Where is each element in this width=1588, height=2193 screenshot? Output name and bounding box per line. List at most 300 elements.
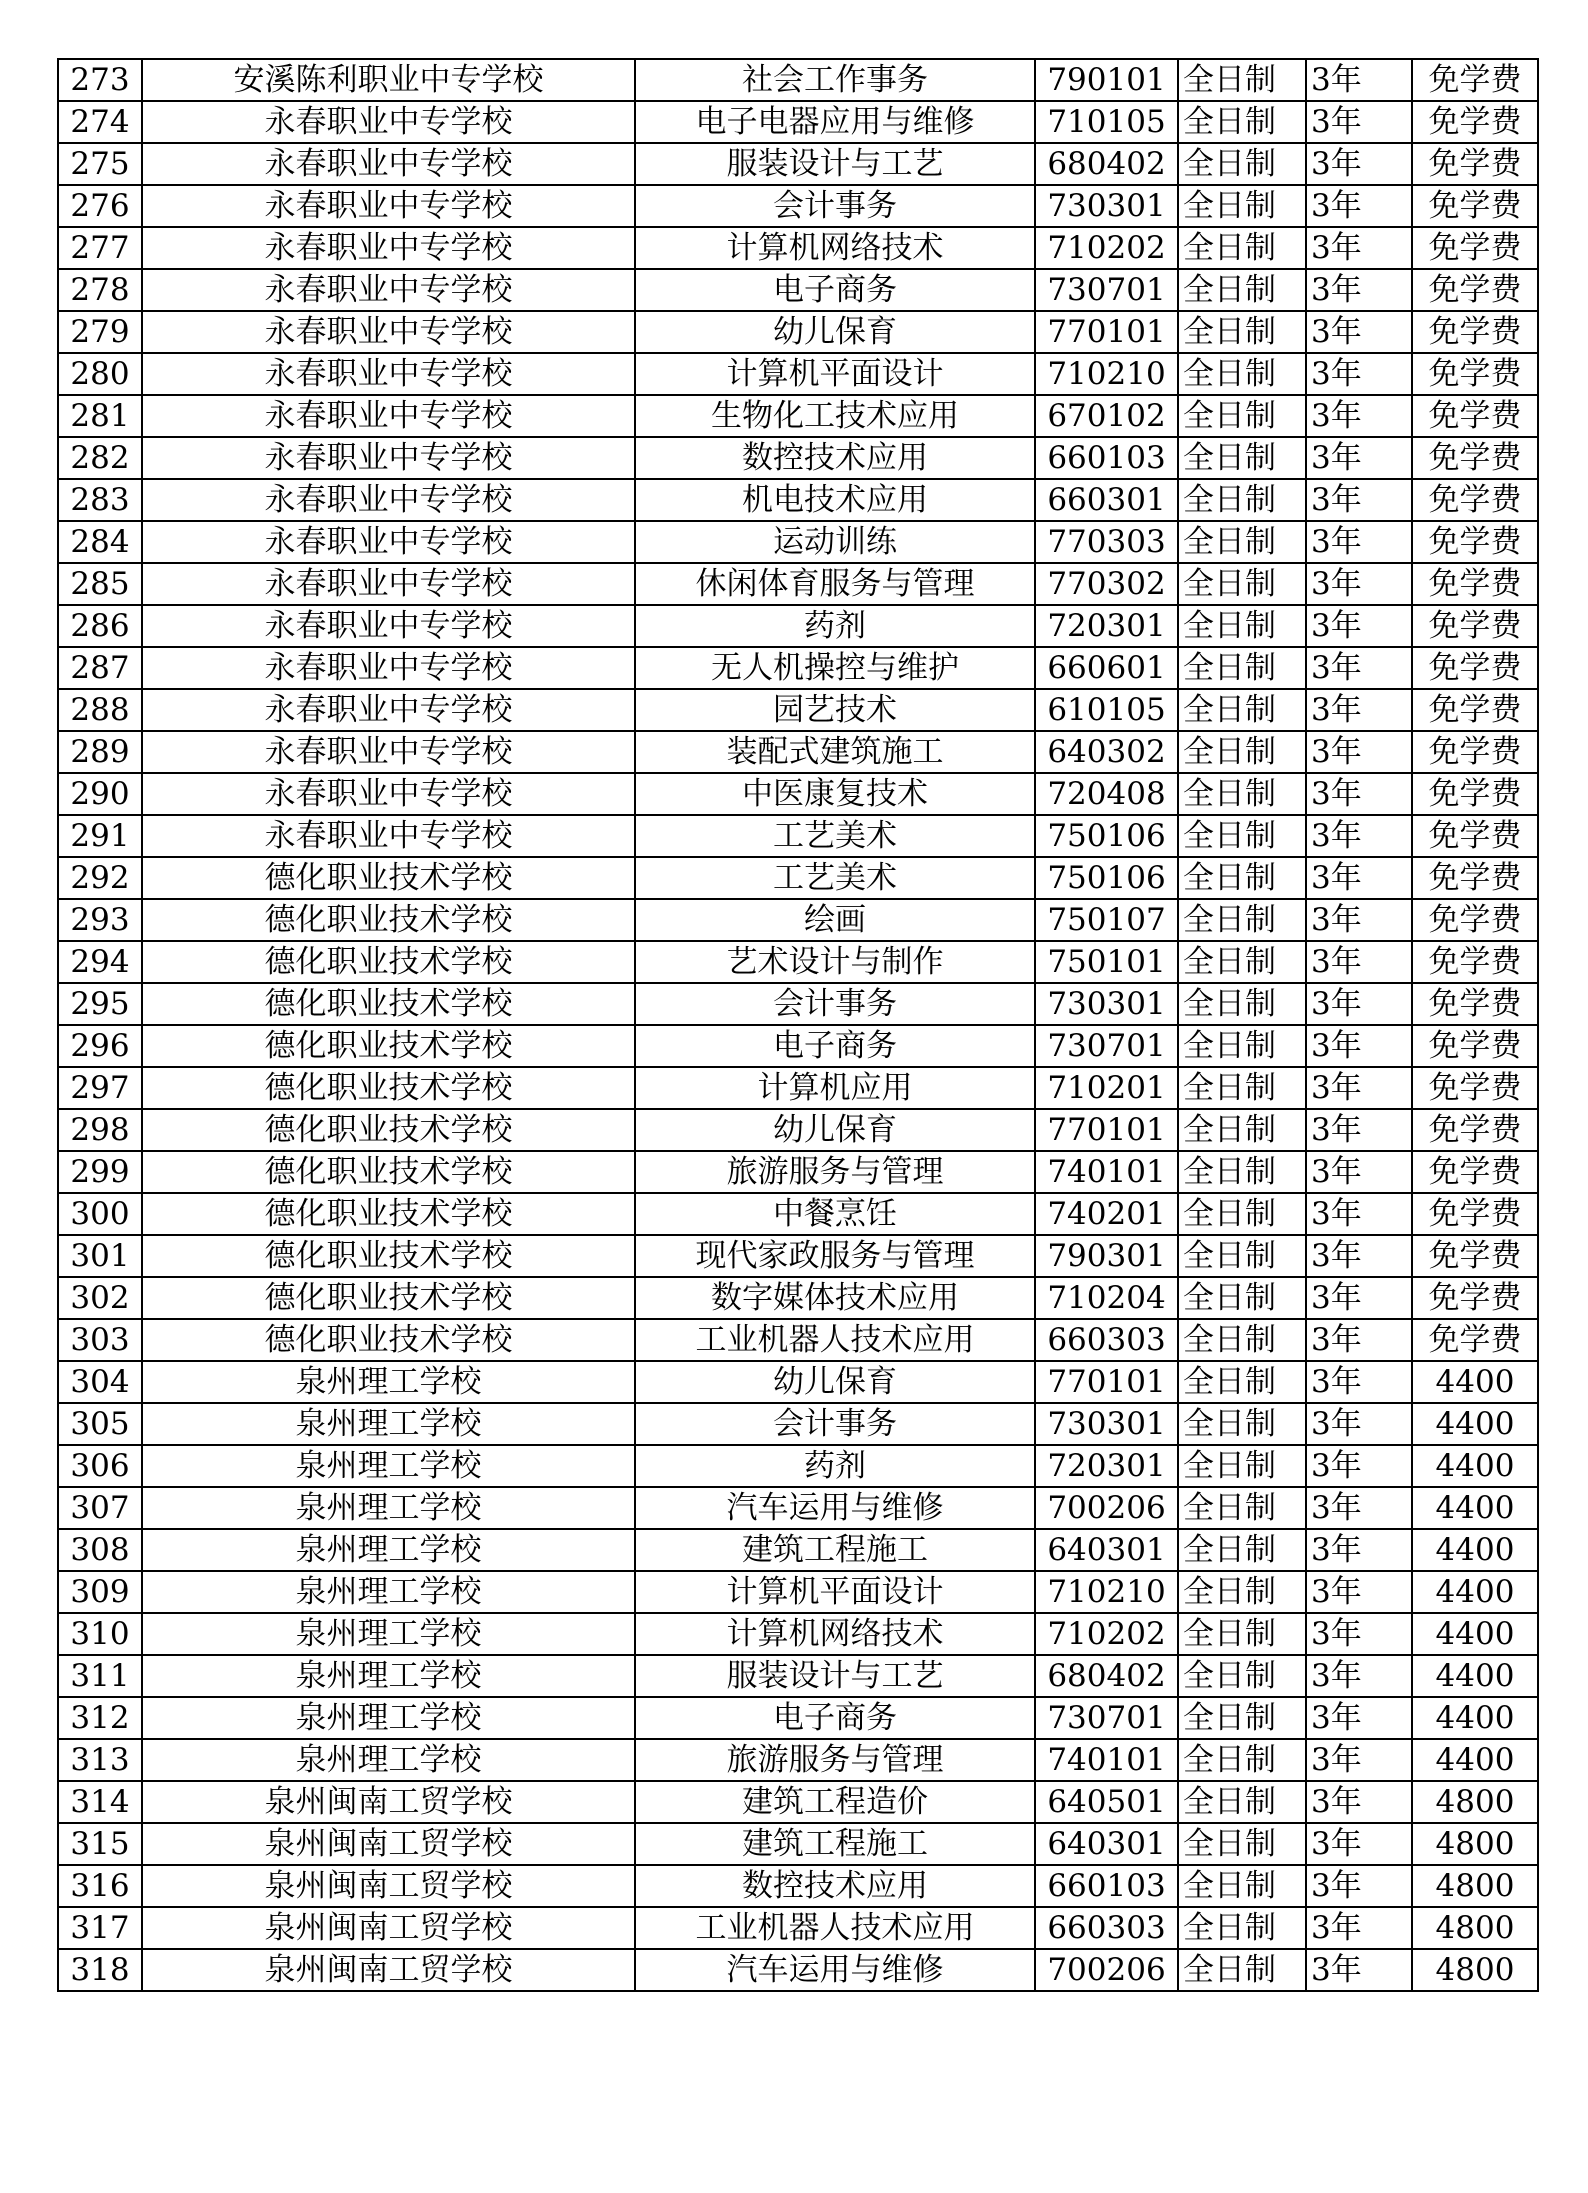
table-row <box>58 1109 1538 1151</box>
school-name: 德化职业技术学校 <box>142 1109 635 1151</box>
row-number: 308 <box>58 1529 142 1571</box>
study-mode: 全日制 <box>1178 1403 1306 1445</box>
study-years: 3年 <box>1306 1151 1412 1193</box>
study-years: 3年 <box>1306 1907 1412 1949</box>
school-name: 永春职业中专学校 <box>142 563 635 605</box>
study-years: 3年 <box>1306 983 1412 1025</box>
school-name: 泉州闽南工贸学校 <box>142 1907 635 1949</box>
study-years: 3年 <box>1306 1445 1412 1487</box>
row-number: 309 <box>58 1571 142 1613</box>
study-years: 3年 <box>1306 815 1412 857</box>
major-code: 730301 <box>1035 185 1178 227</box>
major-name: 会计事务 <box>635 185 1035 227</box>
school-name: 德化职业技术学校 <box>142 983 635 1025</box>
table-row <box>58 1067 1538 1109</box>
row-number: 296 <box>58 1025 142 1067</box>
study-years: 3年 <box>1306 227 1412 269</box>
table-row <box>58 1487 1538 1529</box>
school-name: 德化职业技术学校 <box>142 1235 635 1277</box>
table-row <box>58 773 1538 815</box>
study-years: 3年 <box>1306 1571 1412 1613</box>
row-number: 281 <box>58 395 142 437</box>
row-number: 318 <box>58 1949 142 1991</box>
study-years: 3年 <box>1306 773 1412 815</box>
row-number: 314 <box>58 1781 142 1823</box>
major-name: 中医康复技术 <box>635 773 1035 815</box>
major-code: 660303 <box>1035 1907 1178 1949</box>
school-name: 泉州理工学校 <box>142 1613 635 1655</box>
table-row <box>58 479 1538 521</box>
study-mode: 全日制 <box>1178 1865 1306 1907</box>
school-name: 德化职业技术学校 <box>142 1067 635 1109</box>
major-name: 数控技术应用 <box>635 1865 1035 1907</box>
study-years: 3年 <box>1306 1823 1412 1865</box>
study-mode: 全日制 <box>1178 1319 1306 1361</box>
tuition-fee: 免学费 <box>1412 1151 1538 1193</box>
study-years: 3年 <box>1306 59 1412 101</box>
major-code: 680402 <box>1035 143 1178 185</box>
school-name: 永春职业中专学校 <box>142 479 635 521</box>
study-mode: 全日制 <box>1178 1655 1306 1697</box>
major-code: 700206 <box>1035 1487 1178 1529</box>
study-mode: 全日制 <box>1178 437 1306 479</box>
table-row <box>58 1445 1538 1487</box>
major-code: 730701 <box>1035 1025 1178 1067</box>
study-mode: 全日制 <box>1178 185 1306 227</box>
school-name: 泉州理工学校 <box>142 1697 635 1739</box>
row-number: 274 <box>58 101 142 143</box>
row-number: 299 <box>58 1151 142 1193</box>
major-name: 药剂 <box>635 605 1035 647</box>
school-name: 德化职业技术学校 <box>142 1193 635 1235</box>
study-years: 3年 <box>1306 1403 1412 1445</box>
school-name: 泉州理工学校 <box>142 1445 635 1487</box>
study-years: 3年 <box>1306 857 1412 899</box>
study-years: 3年 <box>1306 437 1412 479</box>
major-name: 工业机器人技术应用 <box>635 1319 1035 1361</box>
row-number: 284 <box>58 521 142 563</box>
major-name: 幼儿保育 <box>635 1361 1035 1403</box>
major-code: 720301 <box>1035 1445 1178 1487</box>
major-code: 770303 <box>1035 521 1178 563</box>
table-row <box>58 1613 1538 1655</box>
row-number: 273 <box>58 59 142 101</box>
study-mode: 全日制 <box>1178 227 1306 269</box>
tuition-fee: 4400 <box>1412 1403 1538 1445</box>
school-name: 永春职业中专学校 <box>142 101 635 143</box>
table-row <box>58 815 1538 857</box>
tuition-fee: 免学费 <box>1412 479 1538 521</box>
tuition-fee: 免学费 <box>1412 1319 1538 1361</box>
study-mode: 全日制 <box>1178 521 1306 563</box>
table-row <box>58 227 1538 269</box>
study-mode: 全日制 <box>1178 1361 1306 1403</box>
row-number: 278 <box>58 269 142 311</box>
study-mode: 全日制 <box>1178 1907 1306 1949</box>
tuition-fee: 4400 <box>1412 1445 1538 1487</box>
table-row <box>58 899 1538 941</box>
major-code: 610105 <box>1035 689 1178 731</box>
study-mode: 全日制 <box>1178 101 1306 143</box>
tuition-fee: 免学费 <box>1412 563 1538 605</box>
table-row <box>58 311 1538 353</box>
tuition-fee: 免学费 <box>1412 605 1538 647</box>
major-code: 660601 <box>1035 647 1178 689</box>
major-code: 710105 <box>1035 101 1178 143</box>
tuition-fee: 4400 <box>1412 1739 1538 1781</box>
major-code: 660103 <box>1035 1865 1178 1907</box>
major-name: 服装设计与工艺 <box>635 143 1035 185</box>
row-number: 298 <box>58 1109 142 1151</box>
table-row <box>58 1823 1538 1865</box>
tuition-fee: 免学费 <box>1412 311 1538 353</box>
study-mode: 全日制 <box>1178 773 1306 815</box>
major-name: 旅游服务与管理 <box>635 1151 1035 1193</box>
school-name: 永春职业中专学校 <box>142 815 635 857</box>
major-name: 旅游服务与管理 <box>635 1739 1035 1781</box>
row-number: 311 <box>58 1655 142 1697</box>
row-number: 282 <box>58 437 142 479</box>
table-row <box>58 1571 1538 1613</box>
table-row <box>58 1361 1538 1403</box>
table-row <box>58 269 1538 311</box>
study-years: 3年 <box>1306 1781 1412 1823</box>
table-row <box>58 647 1538 689</box>
study-mode: 全日制 <box>1178 269 1306 311</box>
major-code: 750107 <box>1035 899 1178 941</box>
major-code: 710210 <box>1035 353 1178 395</box>
major-code: 740201 <box>1035 1193 1178 1235</box>
tuition-fee: 免学费 <box>1412 1277 1538 1319</box>
study-years: 3年 <box>1306 1319 1412 1361</box>
major-name: 装配式建筑施工 <box>635 731 1035 773</box>
row-number: 306 <box>58 1445 142 1487</box>
school-name: 泉州闽南工贸学校 <box>142 1865 635 1907</box>
major-code: 640301 <box>1035 1529 1178 1571</box>
study-mode: 全日制 <box>1178 311 1306 353</box>
table-row <box>58 1403 1538 1445</box>
major-name: 电子商务 <box>635 1025 1035 1067</box>
major-name: 服装设计与工艺 <box>635 1655 1035 1697</box>
study-mode: 全日制 <box>1178 1949 1306 1991</box>
major-name: 电子商务 <box>635 269 1035 311</box>
table-row <box>58 1697 1538 1739</box>
row-number: 283 <box>58 479 142 521</box>
study-mode: 全日制 <box>1178 1151 1306 1193</box>
study-mode: 全日制 <box>1178 689 1306 731</box>
major-name: 计算机平面设计 <box>635 1571 1035 1613</box>
table-row <box>58 395 1538 437</box>
row-number: 293 <box>58 899 142 941</box>
major-name: 计算机网络技术 <box>635 227 1035 269</box>
major-code: 770302 <box>1035 563 1178 605</box>
row-number: 303 <box>58 1319 142 1361</box>
study-years: 3年 <box>1306 647 1412 689</box>
school-name: 德化职业技术学校 <box>142 1319 635 1361</box>
tuition-fee: 免学费 <box>1412 815 1538 857</box>
major-code: 660301 <box>1035 479 1178 521</box>
study-years: 3年 <box>1306 521 1412 563</box>
study-mode: 全日制 <box>1178 479 1306 521</box>
study-mode: 全日制 <box>1178 143 1306 185</box>
row-number: 302 <box>58 1277 142 1319</box>
study-mode: 全日制 <box>1178 1193 1306 1235</box>
tuition-fee: 免学费 <box>1412 521 1538 563</box>
table-row <box>58 1277 1538 1319</box>
major-code: 660303 <box>1035 1319 1178 1361</box>
tuition-fee: 免学费 <box>1412 1235 1538 1277</box>
study-mode: 全日制 <box>1178 1067 1306 1109</box>
study-years: 3年 <box>1306 899 1412 941</box>
major-code: 770101 <box>1035 1361 1178 1403</box>
study-mode: 全日制 <box>1178 983 1306 1025</box>
tuition-fee: 免学费 <box>1412 437 1538 479</box>
school-name: 永春职业中专学校 <box>142 353 635 395</box>
school-name: 泉州理工学校 <box>142 1361 635 1403</box>
major-name: 运动训练 <box>635 521 1035 563</box>
row-number: 287 <box>58 647 142 689</box>
row-number: 285 <box>58 563 142 605</box>
school-name: 泉州闽南工贸学校 <box>142 1823 635 1865</box>
major-name: 建筑工程施工 <box>635 1823 1035 1865</box>
table-row <box>58 437 1538 479</box>
school-name: 泉州理工学校 <box>142 1655 635 1697</box>
major-code: 710202 <box>1035 1613 1178 1655</box>
study-years: 3年 <box>1306 1277 1412 1319</box>
study-mode: 全日制 <box>1178 563 1306 605</box>
tuition-fee: 免学费 <box>1412 1025 1538 1067</box>
study-years: 3年 <box>1306 1025 1412 1067</box>
study-years: 3年 <box>1306 689 1412 731</box>
study-mode: 全日制 <box>1178 1445 1306 1487</box>
study-mode: 全日制 <box>1178 1277 1306 1319</box>
major-code: 700206 <box>1035 1949 1178 1991</box>
study-years: 3年 <box>1306 731 1412 773</box>
tuition-fee: 免学费 <box>1412 941 1538 983</box>
row-number: 288 <box>58 689 142 731</box>
school-name: 永春职业中专学校 <box>142 647 635 689</box>
school-name: 永春职业中专学校 <box>142 311 635 353</box>
row-number: 316 <box>58 1865 142 1907</box>
study-mode: 全日制 <box>1178 1487 1306 1529</box>
table-row <box>58 731 1538 773</box>
major-name: 计算机平面设计 <box>635 353 1035 395</box>
school-name: 德化职业技术学校 <box>142 1025 635 1067</box>
study-mode: 全日制 <box>1178 395 1306 437</box>
tuition-fee: 4400 <box>1412 1613 1538 1655</box>
study-years: 3年 <box>1306 479 1412 521</box>
major-code: 670102 <box>1035 395 1178 437</box>
major-name: 中餐烹饪 <box>635 1193 1035 1235</box>
row-number: 307 <box>58 1487 142 1529</box>
study-years: 3年 <box>1306 1865 1412 1907</box>
tuition-fee: 4400 <box>1412 1655 1538 1697</box>
tuition-fee: 4400 <box>1412 1361 1538 1403</box>
major-code: 640301 <box>1035 1823 1178 1865</box>
table-row <box>58 1781 1538 1823</box>
table-row <box>58 353 1538 395</box>
table-row <box>58 689 1538 731</box>
row-number: 315 <box>58 1823 142 1865</box>
major-name: 数控技术应用 <box>635 437 1035 479</box>
tuition-fee: 免学费 <box>1412 353 1538 395</box>
major-code: 710210 <box>1035 1571 1178 1613</box>
row-number: 291 <box>58 815 142 857</box>
tuition-fee: 免学费 <box>1412 983 1538 1025</box>
study-years: 3年 <box>1306 1487 1412 1529</box>
study-mode: 全日制 <box>1178 815 1306 857</box>
major-name: 工业机器人技术应用 <box>635 1907 1035 1949</box>
study-mode: 全日制 <box>1178 1571 1306 1613</box>
study-years: 3年 <box>1306 1949 1412 1991</box>
table-row <box>58 1865 1538 1907</box>
school-name: 永春职业中专学校 <box>142 437 635 479</box>
table-row <box>58 143 1538 185</box>
school-name: 永春职业中专学校 <box>142 773 635 815</box>
tuition-fee: 4400 <box>1412 1487 1538 1529</box>
major-code: 640501 <box>1035 1781 1178 1823</box>
major-name: 幼儿保育 <box>635 311 1035 353</box>
table-row <box>58 1319 1538 1361</box>
tuition-fee: 4800 <box>1412 1907 1538 1949</box>
tuition-fee: 免学费 <box>1412 773 1538 815</box>
study-years: 3年 <box>1306 1193 1412 1235</box>
major-name: 电子商务 <box>635 1697 1035 1739</box>
study-mode: 全日制 <box>1178 605 1306 647</box>
row-number: 300 <box>58 1193 142 1235</box>
tuition-fee: 免学费 <box>1412 1193 1538 1235</box>
major-name: 机电技术应用 <box>635 479 1035 521</box>
school-name: 永春职业中专学校 <box>142 395 635 437</box>
study-mode: 全日制 <box>1178 941 1306 983</box>
major-name: 数字媒体技术应用 <box>635 1277 1035 1319</box>
table-row <box>58 521 1538 563</box>
major-code: 750101 <box>1035 941 1178 983</box>
major-code: 740101 <box>1035 1151 1178 1193</box>
major-name: 工艺美术 <box>635 815 1035 857</box>
study-mode: 全日制 <box>1178 731 1306 773</box>
school-name: 永春职业中专学校 <box>142 689 635 731</box>
tuition-fee: 免学费 <box>1412 227 1538 269</box>
school-name: 泉州理工学校 <box>142 1571 635 1613</box>
tuition-fee: 4800 <box>1412 1781 1538 1823</box>
major-name: 无人机操控与维护 <box>635 647 1035 689</box>
table-row <box>58 1151 1538 1193</box>
study-mode: 全日制 <box>1178 353 1306 395</box>
tuition-fee: 4400 <box>1412 1529 1538 1571</box>
study-years: 3年 <box>1306 605 1412 647</box>
row-number: 301 <box>58 1235 142 1277</box>
major-code: 680402 <box>1035 1655 1178 1697</box>
row-number: 286 <box>58 605 142 647</box>
table-row <box>58 983 1538 1025</box>
major-name: 社会工作事务 <box>635 59 1035 101</box>
study-years: 3年 <box>1306 1655 1412 1697</box>
study-years: 3年 <box>1306 1109 1412 1151</box>
major-code: 710202 <box>1035 227 1178 269</box>
study-years: 3年 <box>1306 1067 1412 1109</box>
tuition-fee: 免学费 <box>1412 689 1538 731</box>
major-name: 汽车运用与维修 <box>635 1949 1035 1991</box>
table-row <box>58 1235 1538 1277</box>
major-name: 药剂 <box>635 1445 1035 1487</box>
table-row <box>58 563 1538 605</box>
tuition-fee: 免学费 <box>1412 857 1538 899</box>
row-number: 310 <box>58 1613 142 1655</box>
school-name: 泉州闽南工贸学校 <box>142 1949 635 1991</box>
table-row <box>58 857 1538 899</box>
table-row <box>58 1739 1538 1781</box>
study-years: 3年 <box>1306 353 1412 395</box>
study-years: 3年 <box>1306 563 1412 605</box>
school-name: 泉州理工学校 <box>142 1403 635 1445</box>
school-name: 德化职业技术学校 <box>142 1151 635 1193</box>
table-row <box>58 101 1538 143</box>
row-number: 280 <box>58 353 142 395</box>
study-mode: 全日制 <box>1178 1739 1306 1781</box>
major-code: 710201 <box>1035 1067 1178 1109</box>
study-mode: 全日制 <box>1178 1025 1306 1067</box>
major-name: 计算机网络技术 <box>635 1613 1035 1655</box>
row-number: 313 <box>58 1739 142 1781</box>
study-mode: 全日制 <box>1178 1697 1306 1739</box>
study-years: 3年 <box>1306 1529 1412 1571</box>
tuition-fee: 4800 <box>1412 1865 1538 1907</box>
major-name: 园艺技术 <box>635 689 1035 731</box>
major-code: 730701 <box>1035 1697 1178 1739</box>
major-code: 640302 <box>1035 731 1178 773</box>
school-name: 永春职业中专学校 <box>142 227 635 269</box>
study-mode: 全日制 <box>1178 1781 1306 1823</box>
study-mode: 全日制 <box>1178 647 1306 689</box>
row-number: 290 <box>58 773 142 815</box>
table-row <box>58 1949 1538 1991</box>
major-code: 790301 <box>1035 1235 1178 1277</box>
table-row <box>58 1025 1538 1067</box>
school-name: 永春职业中专学校 <box>142 731 635 773</box>
tuition-fee: 免学费 <box>1412 101 1538 143</box>
study-mode: 全日制 <box>1178 857 1306 899</box>
study-mode: 全日制 <box>1178 1235 1306 1277</box>
study-years: 3年 <box>1306 1613 1412 1655</box>
study-years: 3年 <box>1306 1739 1412 1781</box>
tuition-fee: 免学费 <box>1412 1067 1538 1109</box>
table-row <box>58 59 1538 101</box>
row-number: 297 <box>58 1067 142 1109</box>
tuition-fee: 免学费 <box>1412 59 1538 101</box>
tuition-fee: 免学费 <box>1412 647 1538 689</box>
tuition-fee: 4800 <box>1412 1949 1538 1991</box>
major-code: 750106 <box>1035 857 1178 899</box>
row-number: 317 <box>58 1907 142 1949</box>
study-mode: 全日制 <box>1178 1529 1306 1571</box>
table-body <box>58 59 1538 1991</box>
row-number: 277 <box>58 227 142 269</box>
row-number: 292 <box>58 857 142 899</box>
school-name: 德化职业技术学校 <box>142 857 635 899</box>
study-years: 3年 <box>1306 269 1412 311</box>
tuition-fee: 4800 <box>1412 1823 1538 1865</box>
study-years: 3年 <box>1306 185 1412 227</box>
major-code: 730301 <box>1035 1403 1178 1445</box>
major-name: 建筑工程施工 <box>635 1529 1035 1571</box>
major-code: 720301 <box>1035 605 1178 647</box>
school-name: 永春职业中专学校 <box>142 143 635 185</box>
row-number: 289 <box>58 731 142 773</box>
school-name: 德化职业技术学校 <box>142 1277 635 1319</box>
major-name: 电子电器应用与维修 <box>635 101 1035 143</box>
study-years: 3年 <box>1306 1235 1412 1277</box>
